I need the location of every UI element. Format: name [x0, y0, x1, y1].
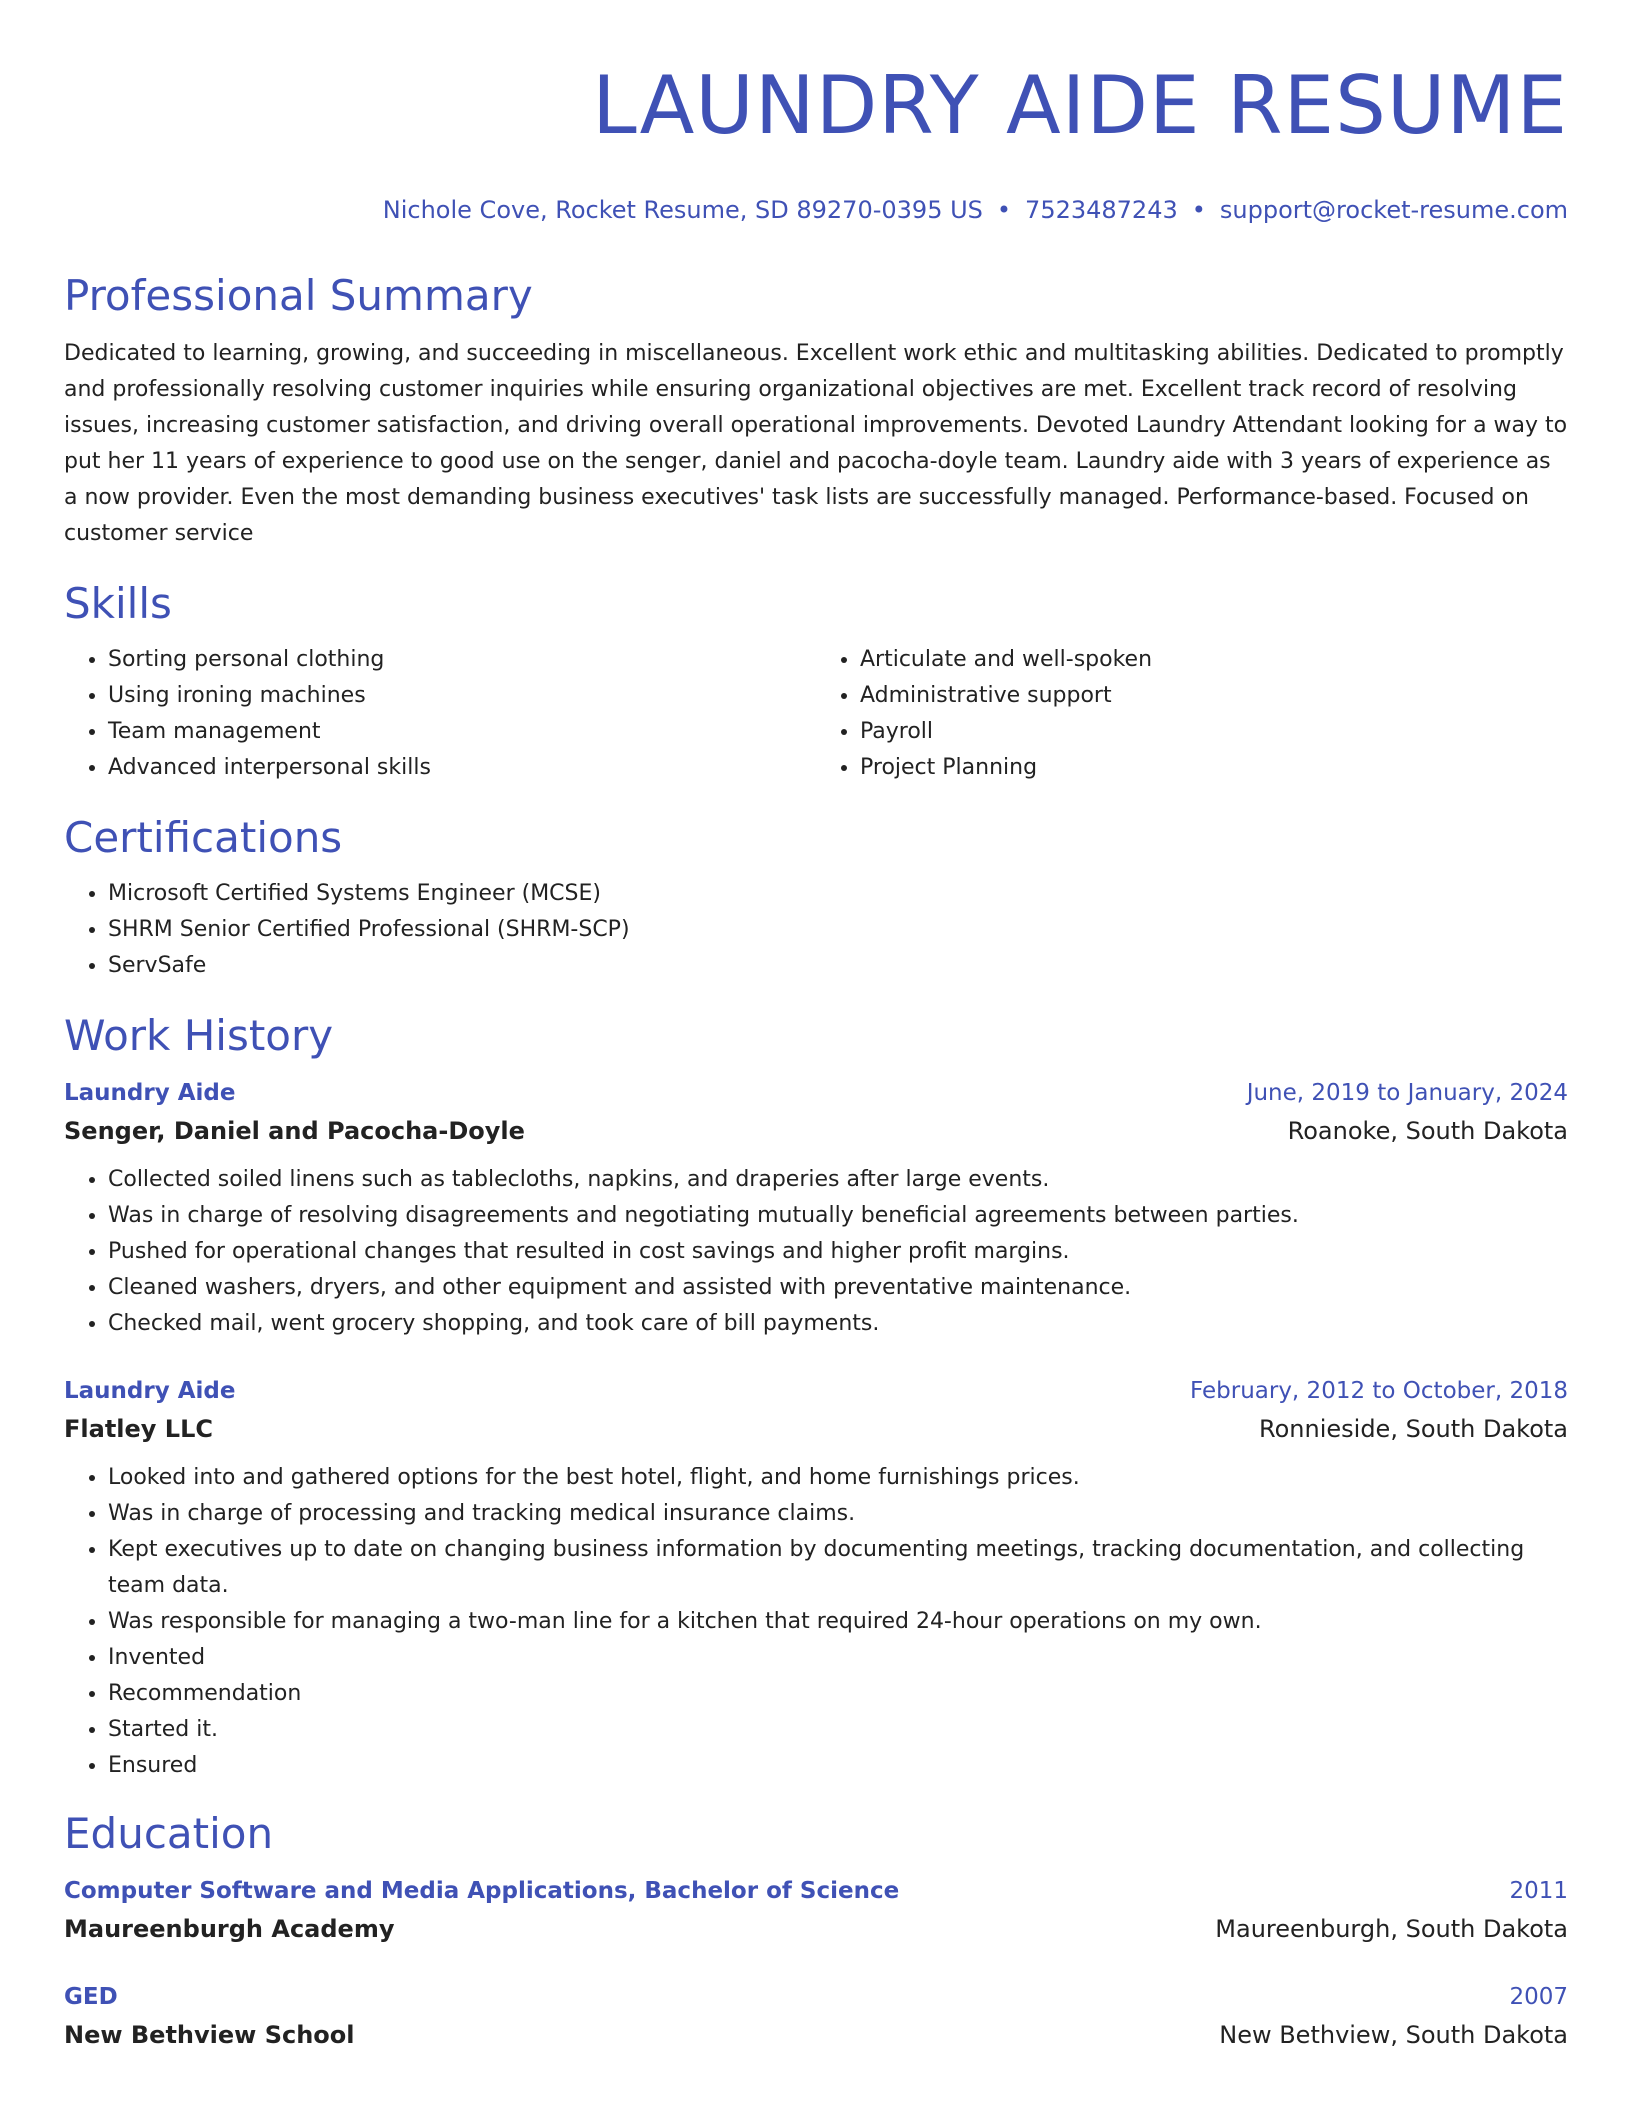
education-section: [64, 1808, 1568, 2054]
work-history-heading: Work History: [64, 1011, 334, 1060]
education-school: Maureenburgh Academy: [64, 1915, 395, 1943]
job-bullet: • Checked mail, went grocery shopping, and took care of bill payments.: [108, 1306, 1568, 1342]
job-role: Laundry Aide: [64, 1080, 236, 1106]
job-bullet: • Looked into and gathered options for the best hotel, flight, and home furnishings prices.: [108, 1460, 1568, 1496]
job-bullet: • Ensured: [108, 1748, 1568, 1784]
education-degree-row: [64, 1978, 1568, 2016]
job-entry: [64, 1074, 1568, 1342]
contact-email[interactable]: support@rocket-resume.com: [1219, 196, 1568, 224]
resume-header: [64, 58, 1568, 226]
job-bullet: • Was in charge of resolving disagreements and negotiating mutually beneficial agreements between parties.: [108, 1198, 1568, 1234]
certifications-section: [64, 812, 1568, 984]
skill-item: • Project Planning: [860, 750, 1568, 786]
job-bullet: • Cleaned washers, dryers, and other equipment and assisted with preventative maintenance.: [108, 1270, 1568, 1306]
contact-line: [64, 194, 1568, 226]
education-degree: Computer Software and Media Applications, Bachelor of Science: [64, 1878, 900, 1904]
contact-separator: •: [996, 196, 1012, 224]
certification-item: • Microsoft Certified Systems Engineer (MCSE): [108, 876, 1568, 912]
job-company-row: [64, 1410, 1568, 1448]
job-bullet: • Collected soiled linens such as tablecloths, napkins, and draperies after large events.: [108, 1162, 1568, 1198]
job-company: Flatley LLC: [64, 1415, 213, 1443]
skill-item: • Sorting personal clothing: [108, 642, 816, 678]
education-location: Maureenburgh, South Dakota: [1215, 1915, 1568, 1943]
skill-item: • Articulate and well-spoken: [860, 642, 1568, 678]
education-school: New Bethview School: [64, 2021, 355, 2049]
job-bullets: [64, 1460, 1568, 1784]
job-bullet: • Invented: [108, 1640, 1568, 1676]
job-title-row: [64, 1074, 1568, 1112]
job-dates: February, 2012 to October, 2018: [1190, 1378, 1568, 1404]
contact-separator: •: [1191, 196, 1206, 224]
certification-item: • SHRM Senior Certified Professional (SHRM-SCP): [108, 912, 1568, 948]
skill-item: • Advanced interpersonal skills: [108, 750, 816, 786]
job-bullet: • Was responsible for managing a two-man line for a kitchen that required 24-hour operations on my own.: [108, 1604, 1568, 1640]
contact-address: Nichole Cove, Rocket Resume, SD 89270-0395 US: [382, 196, 983, 224]
summary-text: Dedicated to learning, growing, and succeeding in miscellaneous. Excellent work ethic and multitasking abilities. Dedicated to promptly and professionally resolving customer inquiries while ensuring organizational objectives are met. Excellent track record of resolving issues, increasing customer satisfaction, and driving overall operational improvements. Devoted Laundry Attendant looking for a way to put her 11 years of experience to good use on the senger, daniel and pacocha-doyle team. Laundry aide with 3 years of experience as a now provider. Even the most demanding business executives' task lists are successfully managed. Performance-based. Focused on customer service: [64, 341, 1568, 546]
certifications-heading: Certifications: [64, 813, 343, 862]
job-company-row: [64, 1112, 1568, 1150]
contact-phone: 7523487243: [1025, 196, 1178, 224]
skill-item: • Payroll: [860, 714, 1568, 750]
education-degree-row: [64, 1872, 1568, 1910]
skills-heading: Skills: [64, 579, 172, 628]
education-degree: GED: [64, 1984, 118, 2010]
skill-item: • Administrative support: [860, 678, 1568, 714]
skills-section: [64, 578, 1568, 786]
summary-heading: Professional Summary: [64, 271, 533, 320]
resume-title: LAUNDRY AIDE RESUME: [592, 59, 1568, 152]
work-history-section: [64, 1010, 1568, 1784]
job-bullet: • Recommendation: [108, 1676, 1568, 1712]
job-company: Senger, Daniel and Pacocha-Doyle: [64, 1117, 525, 1145]
job-bullet: • Was in charge of processing and tracking medical insurance claims.: [108, 1496, 1568, 1532]
skills-columns: [64, 630, 1568, 786]
job-bullet: • Kept executives up to date on changing business information by documenting meetings, tracking documentation, and collecting team data.: [108, 1532, 1568, 1604]
skills-list-right: [816, 642, 1568, 786]
job-entry: [64, 1372, 1568, 1784]
skill-item: • Team management: [108, 714, 816, 750]
education-school-row: [64, 2016, 1568, 2054]
skill-item: • Using ironing machines: [108, 678, 816, 714]
education-entry: [64, 1978, 1568, 2054]
certifications-list: [64, 876, 1568, 984]
skills-list-left: [64, 642, 816, 786]
education-year: 2007: [1509, 1984, 1568, 2010]
education-entry: [64, 1872, 1568, 1948]
summary-section: [64, 270, 1568, 552]
certification-item: • ServSafe: [108, 948, 1568, 984]
education-heading: Education: [64, 1809, 274, 1858]
job-role: Laundry Aide: [64, 1378, 236, 1404]
job-location: Roanoke, South Dakota: [1287, 1117, 1568, 1145]
education-school-row: [64, 1910, 1568, 1948]
job-dates: June, 2019 to January, 2024: [1246, 1080, 1568, 1106]
job-title-row: [64, 1372, 1568, 1410]
job-bullets: [64, 1162, 1568, 1342]
job-bullet: • Pushed for operational changes that resulted in cost savings and higher profit margins.: [108, 1234, 1568, 1270]
job-bullet: • Started it.: [108, 1712, 1568, 1748]
education-location: New Bethview, South Dakota: [1219, 2021, 1568, 2049]
job-location: Ronnieside, South Dakota: [1259, 1415, 1568, 1443]
education-year: 2011: [1509, 1878, 1568, 1904]
